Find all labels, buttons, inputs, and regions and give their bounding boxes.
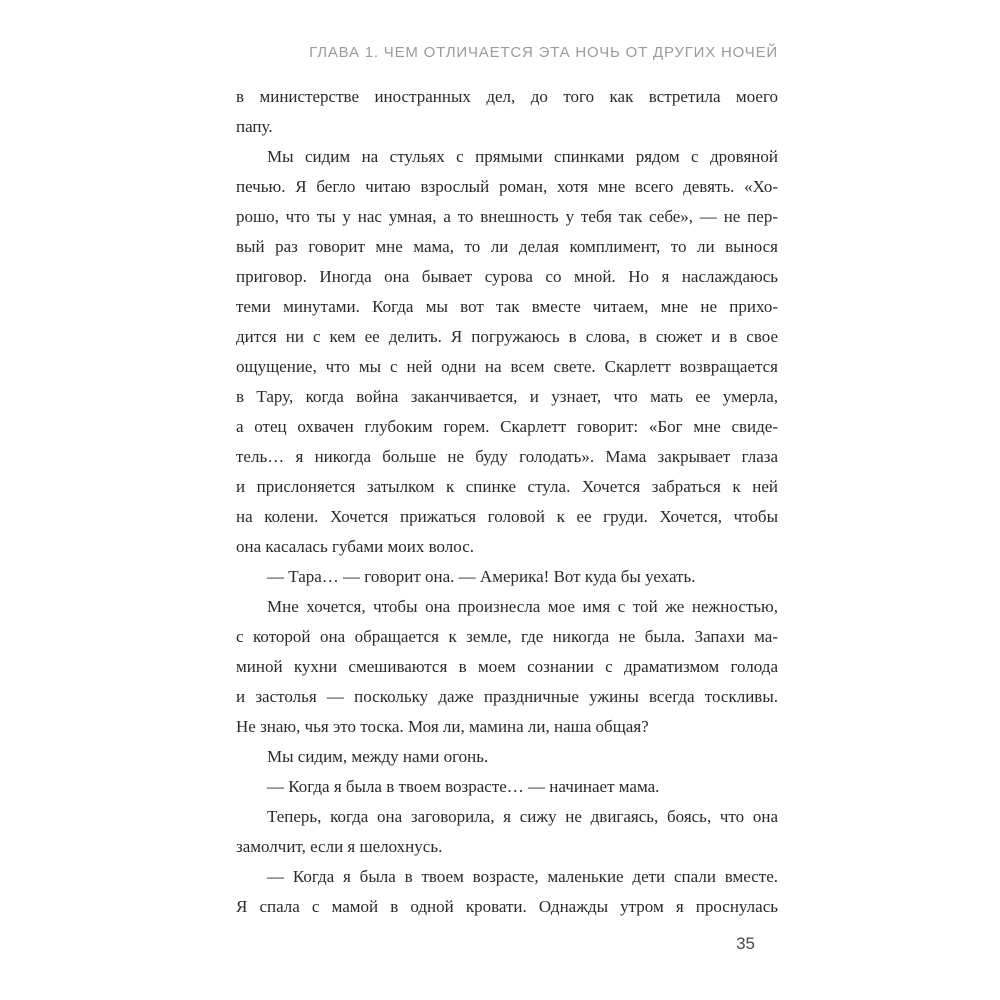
text-line: она касалась губами моих волос. [236,537,475,556]
text-line: Мне хочется, чтобы она произнесла мое имя с той же нежностью, [267,597,778,616]
text-line: на колени. Хочется прижаться головой к ее груди. Хочется, чтобы [236,507,778,526]
text-line: в Тару, когда война заканчивается, и узнает, что мать ее умерла, [236,387,778,406]
page-number: 35 [736,934,755,953]
text-line: дится ни с кем ее делить. Я погружаюсь в слова, в сюжет и в свое [236,327,778,346]
paragraph-dialogue [236,862,778,922]
text-line: тель… я никогда больше не буду голодать». Мама закрывает глаза [236,447,778,466]
running-header: ГЛАВА 1. ЧЕМ ОТЛИЧАЕТСЯ ЭТА НОЧЬ ОТ ДРУГИХ НОЧЕЙ [309,44,778,61]
text-line: приговор. Иногда она бывает сурова со мной. Но я наслаждаюсь [236,267,778,286]
text-line: Теперь, когда она заговорила, я сижу не двигаясь, боясь, что она [267,807,778,826]
paragraph [236,802,778,862]
text-line: вый раз говорит мне мама, то ли делая комплимент, то ли вынося [236,237,778,256]
paragraph-dialogue [236,772,778,802]
text-line: с которой она обращается к земле, где никогда не была. Запахи ма- [236,627,778,646]
paragraph [236,82,778,142]
text-line: папу. [236,117,273,136]
text-line: а отец охвачен глубоким горем. Скарлетт говорит: «Бог мне свиде- [236,417,778,436]
text-line: теми минутами. Когда мы вот так вместе читаем, мне не прихо- [236,297,778,316]
text-line: и застолья — поскольку даже праздничные ужины всегда тоскливы. [236,687,778,706]
text-line: замолчит, если я шелохнусь. [236,837,443,856]
text-line: ощущение, что мы с ней одни на всем свете. Скарлетт возвращается [236,357,778,376]
paragraph [236,592,778,742]
text-line: в министерстве иностранных дел, до того как встретила моего [236,87,778,106]
text-line: печью. Я бегло читаю взрослый роман, хотя мне всего девять. «Хо- [236,177,778,196]
body-text [236,82,778,922]
text-line: — Тара… — говорит она. — Америка! Вот куда бы уехать. [267,567,696,586]
paragraph-dialogue [236,562,778,592]
paragraph [236,142,778,562]
text-line: — Когда я была в твоем возрасте… — начинает мама. [267,777,660,796]
text-line: Мы сидим на стульях с прямыми спинками рядом с дровяной [267,147,778,166]
paragraph [236,742,778,772]
text-line: Я спала с мамой в одной кровати. Однажды утром я проснулась [236,897,778,916]
text-line: Не знаю, чья это тоска. Моя ли, мамина ли, наша общая? [236,717,649,736]
text-line: и прислоняется затылком к спинке стула. Хочется забраться к ней [236,477,778,496]
text-line: — Когда я была в твоем возрасте, маленькие дети спали вместе. [267,867,778,886]
text-line: Мы сидим, между нами огонь. [267,747,489,766]
text-line: миной кухни смешиваются в моем сознании с драматизмом голода [236,657,778,676]
text-line: рошо, что ты у нас умная, а то внешность у тебя так себе», — не пер- [236,207,778,226]
